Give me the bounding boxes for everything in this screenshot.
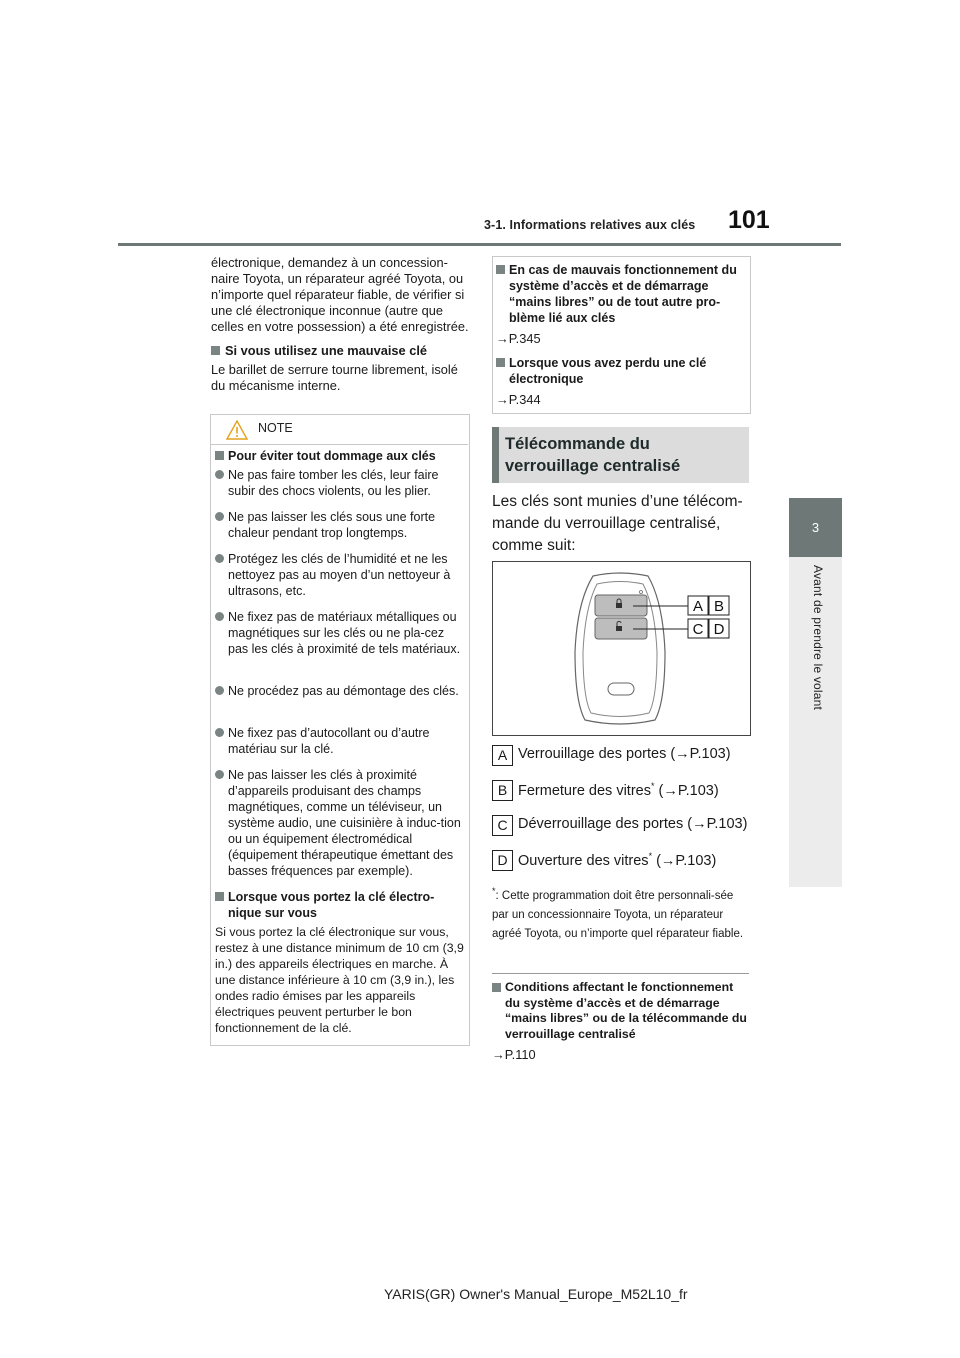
- malfunction-heading: En cas de mauvais fonctionnement du système d’accès et de démarrage “mains libres” ou de tout autre pro-blème lié aux clés: [496, 262, 742, 326]
- banner-accent: [492, 427, 499, 483]
- footnote: *: Cette programmation doit être personnali-sée par un concessionnaire Toyota, un réparateur agréé Toyota, ou n’importe quel réparateur fiable.: [492, 886, 744, 940]
- note-bullet: Ne pas laisser les clés à proximité d’appareils produisant des champs magnétiques, comme un téléviseur, un système audio, une cuisinière à induc-tion ou un équipement électromédical (équipement thérapeutique émettant des basses fréquences par exemple).: [215, 767, 465, 879]
- conditions-ref[interactable]: →P.110: [492, 1047, 536, 1062]
- dot-bullet-icon: [215, 470, 224, 479]
- callout-a: A: [692, 598, 704, 615]
- dot-bullet-icon: [215, 686, 224, 695]
- square-bullet-icon: [492, 983, 501, 992]
- remote-intro: Les clés sont munies d’une télécom-mande du verrouillage centralisé, comme suit:: [492, 493, 743, 554]
- note-carry-text: Si vous portez la clé électronique sur vous, restez à une distance minimum de 10 cm (3,9 in.) des appareils électriques en marche. À une distance inférieure à 10 cm (3,9 in.), les ondes radio émises par les appareils électriques peuvent perturber le bon fonctionnement de la clé.: [215, 925, 464, 1035]
- chapter-tab: 3: [789, 498, 842, 557]
- legend-letter: D: [492, 850, 513, 871]
- dot-bullet-icon: [215, 554, 224, 563]
- square-bullet-icon: [496, 358, 505, 367]
- square-bullet-icon: [211, 346, 220, 355]
- banner-title: Télécommande du verrouillage centralisé: [505, 435, 681, 475]
- note-bullet: Ne procédez pas au démontage des clés.: [215, 683, 465, 699]
- malfunction-ref[interactable]: →P.345: [496, 331, 541, 346]
- wrong-key-text: Le barillet de serrure tourne librement, isolé du mécanisme interne.: [211, 362, 458, 393]
- callout-b: B: [713, 598, 725, 615]
- note-damage-heading: Pour éviter tout dommage aux clés: [215, 448, 465, 464]
- note-bullet: Ne fixez pas d’autocollant ou d’autre matériau sur la clé.: [215, 725, 465, 757]
- section-title: 3-1. Informations relatives aux clés: [484, 218, 696, 232]
- note-header: [210, 414, 468, 445]
- note-bullet: Ne pas laisser les clés sous une forte chaleur pendant trop longtemps.: [215, 509, 465, 541]
- callout-d: D: [713, 621, 725, 638]
- callout-c: C: [692, 621, 704, 638]
- square-bullet-icon: [496, 265, 505, 274]
- conditions-heading: Conditions affectant le fonctionnement du système d’accès et de démarrage “mains libres” ou de la télécommande du verrouillage centralisé: [492, 980, 750, 1042]
- page-number: 101: [728, 206, 770, 234]
- warning-icon: [226, 420, 248, 440]
- key-fob-illustration: [493, 562, 748, 733]
- separator: [492, 973, 749, 974]
- legend-letter: A: [492, 745, 513, 766]
- chapter-label: Avant de prendre le volant: [811, 565, 825, 711]
- intro-text: électronique, demandez à un concession-naire Toyota, un réparateur agréé Toyota, ou n’importe quel réparateur fiable, de vérifier si une clé électronique inconnue (autre que celles en votre possession) a été enregistrée.: [211, 255, 469, 334]
- dot-bullet-icon: [215, 612, 224, 621]
- footer-manual-id: YARIS(GR) Owner's Manual_Europe_M52L10_fr: [384, 1286, 688, 1302]
- note-bullet: Protégez les clés de l’humidité et ne les nettoyez pas au moyen d’un nettoyeur à ultrasons, etc.: [215, 551, 465, 599]
- square-bullet-icon: [215, 892, 224, 901]
- dot-bullet-icon: [215, 770, 224, 779]
- note-bullet: Ne pas faire tomber les clés, leur faire subir des chocs violents, ou les plier.: [215, 467, 465, 499]
- header-rule: [118, 243, 841, 246]
- legend-letter: B: [492, 780, 513, 801]
- note-title: NOTE: [258, 421, 293, 435]
- dot-bullet-icon: [215, 512, 224, 521]
- lost-key-heading: Lorsque vous avez perdu une clé électronique: [496, 355, 742, 387]
- square-bullet-icon: [215, 451, 224, 460]
- note-carry-heading: Lorsque vous portez la clé électro-nique sur vous: [215, 889, 465, 921]
- note-bullet: Ne fixez pas de matériaux métalliques ou magnétiques sur les clés ou ne pla-cez pas les clés à proximité de tels matériaux.: [215, 609, 465, 657]
- dot-bullet-icon: [215, 728, 224, 737]
- lost-key-ref[interactable]: →P.344: [496, 392, 541, 407]
- legend-letter: C: [492, 815, 513, 836]
- wrong-key-heading: Si vous utilisez une mauvaise clé: [211, 343, 469, 359]
